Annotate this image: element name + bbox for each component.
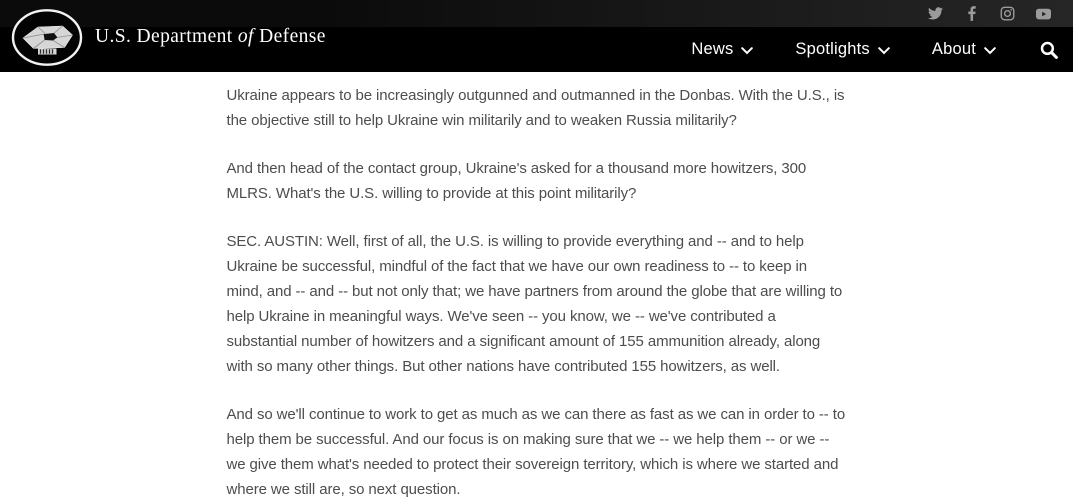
search-icon (1040, 41, 1058, 59)
site-title-post: Defense (259, 26, 326, 47)
nav-item-label: News (691, 40, 734, 58)
site-header (0, 0, 1073, 72)
facebook-icon[interactable] (964, 6, 979, 21)
primary-nav (691, 37, 1060, 63)
chevron-down-icon (984, 47, 996, 55)
pentagon-logo-icon (10, 7, 84, 68)
brand-link[interactable] (10, 6, 326, 68)
transcript-paragraph: SEC. AUSTIN: Well, first of all, the U.S. is willing to provide everything and -- and to help Ukraine be successful, mindful of the fact that we have our own readiness to -- to keep in mind, and -- and -- but not only that; we have partners from around the globe that are willing to help Ukraine in meaningful ways. We've seen -- you know, we -- we've contributed a substantial number of howitzers and a significant amount of 155 ammunition already, along with so many other things. But other nations have contributed 155 howitzers, as well. (226, 233, 843, 375)
nav-item-about[interactable] (932, 40, 996, 59)
transcript-paragraph: Ukraine appears to be increasingly outgunned and outmanned in the Donbas. With the U.S., is the objective still to help Ukraine win militarily and to weaken Russia militarily? (226, 87, 845, 129)
site-title-pre: U.S. Department (95, 26, 233, 47)
transcript-paragraph: And then head of the contact group, Ukraine's asked for a thousand more howitzers, 300 MLRS. What's the U.S. willing to provide at this point militarily? (226, 160, 807, 202)
nav-item-label: Spotlights (795, 40, 870, 58)
nav-item-label: About (931, 40, 976, 58)
instagram-icon[interactable] (1000, 6, 1015, 21)
transcript-paragraph: And so we'll continue to work to get as much as we can there as fast as we can in order to -- to help them be successful. And our focus is on making sure that we -- we help them -- or we -- we give them what's needed to protect their sovereign territory, which is where we started and where we still are, so next question. (226, 406, 846, 498)
chevron-down-icon (878, 47, 890, 55)
twitter-icon[interactable] (928, 6, 943, 21)
nav-item-news[interactable] (691, 40, 753, 59)
nav-item-spotlights[interactable] (795, 40, 889, 59)
site-title-of: of (237, 26, 254, 47)
transcript-article (227, 72, 847, 502)
youtube-icon[interactable] (1036, 6, 1051, 21)
site-title (95, 26, 326, 48)
search-button[interactable] (1038, 37, 1060, 63)
chevron-down-icon (741, 47, 753, 55)
